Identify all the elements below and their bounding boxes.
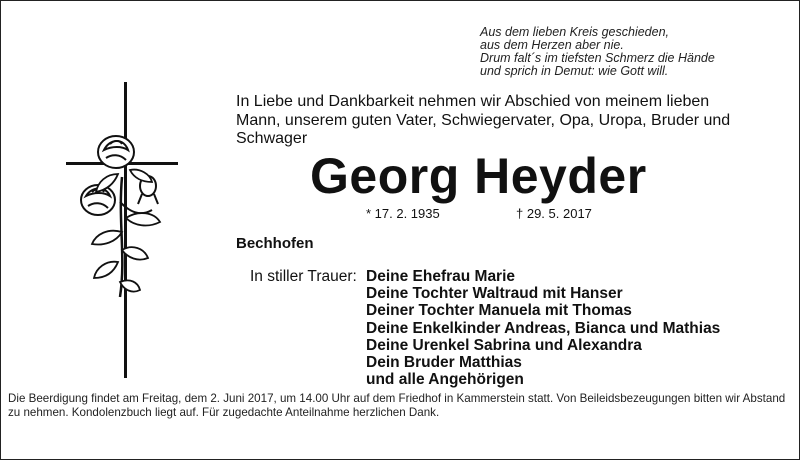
- mourner-line: und alle Angehörigen: [366, 371, 524, 389]
- poem-line: Aus dem lieben Kreis geschieden,: [480, 25, 670, 39]
- birth-date: * 17. 2. 1935: [366, 206, 440, 221]
- funeral-notice: Die Beerdigung findet am Freitag, dem 2. Juni 2017, um 14.00 Uhr auf dem Friedhof in Kammerstein statt. Von Beileidsbezeugungen bitten wir Abstand zu nehmen. Kondolenzbuch liegt auf. Für zugedachte Anteilnahme herzlichen Dank.: [8, 392, 786, 419]
- mourners-list: [366, 268, 720, 388]
- cross-with-roses-icon: [60, 82, 190, 382]
- mourner-line: Dein Bruder Matthias: [366, 354, 522, 372]
- mourning-label: In stiller Trauer:: [250, 268, 357, 285]
- poem-line: aus dem Herzen aber nie.: [480, 38, 624, 52]
- poem-line: und sprich in Demut: wie Gott will.: [480, 64, 669, 78]
- place-name: Bechhofen: [236, 235, 314, 252]
- intro-text: In Liebe und Dankbarkeit nehmen wir Abschied von meinem lieben Mann, unserem guten Vater, Schwiegervater, Opa, Uropa, Bruder und Schwager: [236, 93, 731, 147]
- mourner-line: Deine Tochter Waltraud mit Hanser: [366, 285, 623, 303]
- mourner-line: Deine Urenkel Sabrina und Alexandra: [366, 336, 642, 354]
- mourner-line: Deine Enkelkinder Andreas, Bianca und Mathias: [366, 319, 721, 337]
- poem: [480, 26, 780, 78]
- deceased-name: Georg Heyder: [310, 148, 647, 204]
- mourner-line: Deiner Tochter Manuela mit Thomas: [366, 302, 632, 320]
- mourner-line: Deine Ehefrau Marie: [366, 268, 516, 285]
- poem-line: Drum falt´s im tiefsten Schmerz die Hände: [480, 51, 715, 65]
- death-date: † 29. 5. 2017: [516, 206, 592, 221]
